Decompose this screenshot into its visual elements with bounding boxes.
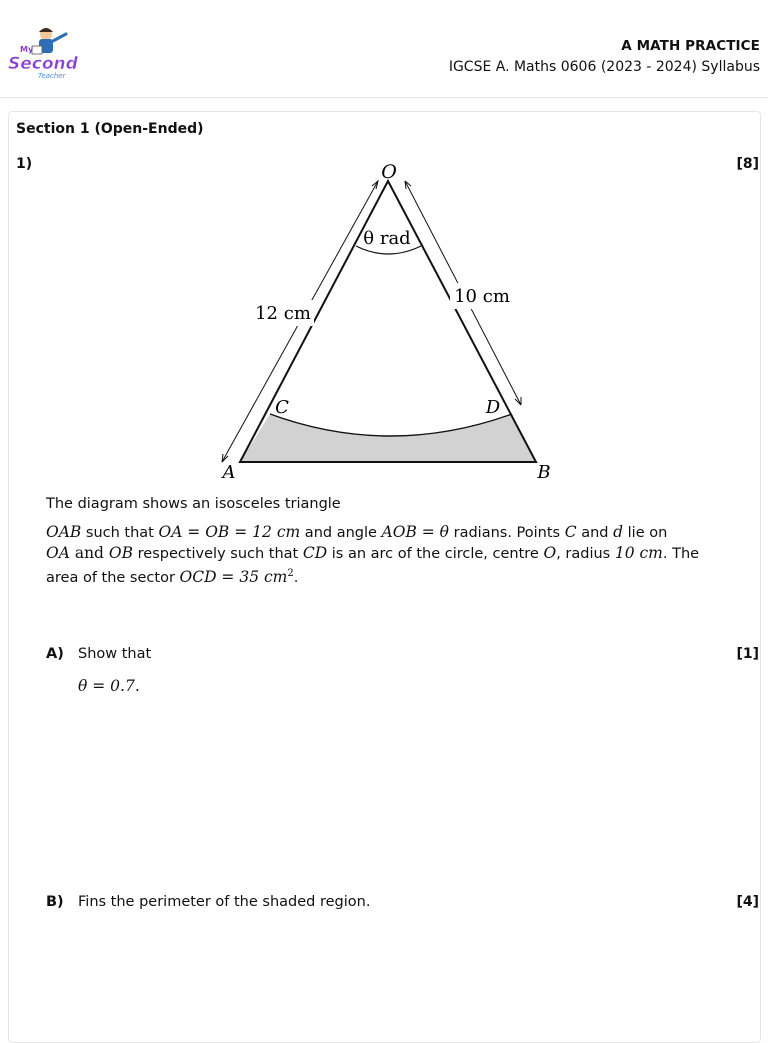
question-number: 1) xyxy=(16,156,33,172)
vertex-b-label: B xyxy=(537,462,551,483)
logo-teacher: Teacher xyxy=(38,72,66,80)
vertex-o-label: O xyxy=(381,161,397,183)
page-header xyxy=(0,0,768,98)
side-oa-length: 12 cm xyxy=(255,303,311,324)
point-d-label: D xyxy=(485,397,501,418)
doc-title: A MATH PRACTICE xyxy=(621,38,760,54)
part-b-marks: [4] xyxy=(736,894,759,910)
header-brand xyxy=(449,38,760,75)
side-ob-length: 10 cm xyxy=(454,286,510,307)
vertex-a-label: A xyxy=(222,462,236,483)
question-intro: The diagram shows an isosceles triangle xyxy=(46,496,341,512)
part-a-expression: θ = 0.7. xyxy=(78,677,140,695)
part-a-label: A) xyxy=(46,646,64,662)
doc-subtitle: IGCSE A. Maths 0606 (2023 - 2024) Syllabus xyxy=(448,59,760,75)
question-marks: [8] xyxy=(736,156,759,172)
triangle-diagram xyxy=(200,155,560,490)
part-b-text: Fins the perimeter of the shaded region. xyxy=(78,894,371,910)
part-b-label: B) xyxy=(46,894,64,910)
logo-my: My xyxy=(20,45,34,54)
angle-label: θ rad xyxy=(363,228,411,249)
logo-second: Second xyxy=(8,54,78,74)
section-title: Section 1 (Open-Ended) xyxy=(16,121,204,137)
point-c-label: C xyxy=(275,397,289,418)
part-a-marks: [1] xyxy=(736,646,759,662)
my-second-teacher-logo xyxy=(6,26,90,84)
part-a-text: Show that xyxy=(78,646,152,662)
question-body: OAB such that OA = OB = 12 cm and angle AOB = θ radians. Points C and d lie on OA and OB respectively such that CD is an arc of the circle, centre O, radius 10 cm. The area of the sector OCD = 35 $cm^2$. xyxy=(46,523,700,586)
